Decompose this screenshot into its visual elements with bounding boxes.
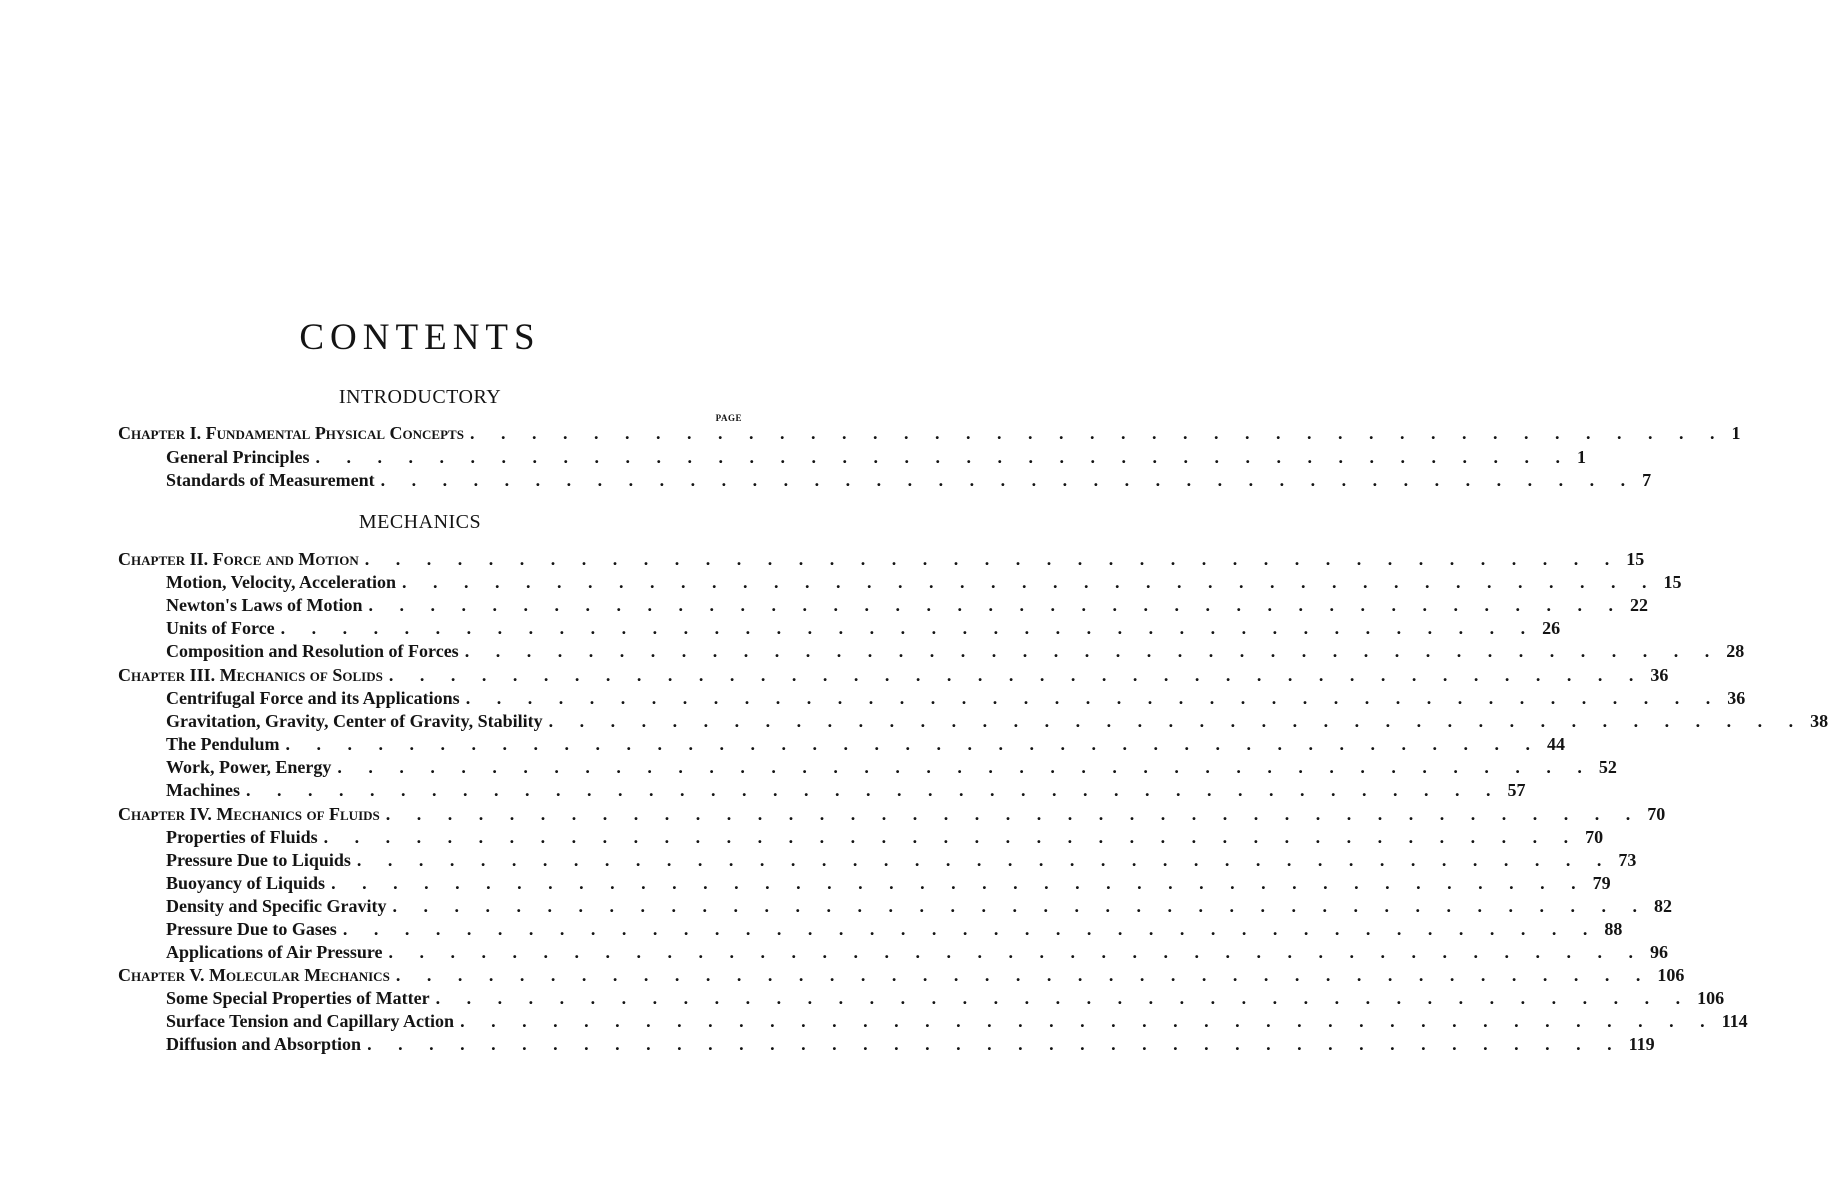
toc-entry-label: Centrifugal Force and its Applications [166,688,460,708]
dot-leader: . . . . . . . . . . . . . . . . . . . . . . . . . . . . . . . . . . . . . . . . . [465,688,1722,708]
dot-leader: . . . . . . . . . . . . . . . . . . . . . . . . . . . . . . . . . . . . . . . . . [364,549,1621,569]
toc-entry-label: Pressure Due to Liquids [166,850,351,870]
toc-page-number: 106 [1657,965,1685,985]
dot-leader: . . . . . . . . . . . . . . . . . . . . . . . . . . . . . . . . . . . . . . . . . [460,1011,1716,1031]
dot-leader: . . . . . . . . . . . . . . . . . . . . . . . . . . . . . . . . . . . . . . . . . [280,618,1537,638]
toc-entry-row [166,709,1828,733]
page-title: CONTENTS [299,317,541,358]
dot-leader: . . . . . . . . . . . . . . . . . . . . . . . . . . . . . . . . . . . . . . . . . [315,447,1571,467]
toc-chapter-label: Chapter III. Mechanics of Solids [118,665,383,685]
toc-entry-label: General Principles [166,447,310,467]
toc-chapter-label: Chapter I. Fundamental Physical Concepts [118,423,464,443]
toc-entry-row [166,1009,1748,1033]
toc-entry-row [166,894,1672,918]
toc-page-number: 1 [1731,423,1741,443]
section-heading-introductory: INTRODUCTORY [338,386,502,408]
dot-leader: . . . . . . . . . . . . . . . . . . . . . . . . . . . . . . . . . . . . . . . . . [385,804,1642,824]
toc-page-number: 96 [1650,942,1669,962]
toc-entry-row [166,825,1604,849]
toc-entry-row [166,639,1745,663]
toc-page-number: 7 [1642,470,1652,490]
toc-entry-row [166,445,1586,469]
toc-entry-label: Work, Power, Energy [166,757,332,777]
toc-page-number: 1 [1576,447,1586,467]
toc-chapter-label: Chapter IV. Mechanics of Fluids [118,804,380,824]
toc-page-number: 114 [1721,1011,1748,1031]
toc-entry-row [166,940,1669,964]
toc-entry-label: Gravitation, Gravity, Center of Gravity, Stability [166,711,543,731]
toc-page-number: 15 [1663,572,1682,592]
toc-entry-label: Properties of Fluids [166,827,318,847]
toc-entry-row [166,778,1526,802]
toc-entry-label: Diffusion and Absorption [166,1034,362,1054]
toc-entry-row [166,917,1623,941]
toc-entry-row [166,1032,1655,1056]
toc-chapter-label: Chapter V. Molecular Mechanics [118,965,390,985]
toc-chapter-row [118,963,1685,987]
dot-leader: . . . . . . . . . . . . . . . . . . . . . . . . . . . . . . . . . . . . . . . . . [380,470,1637,490]
toc-entry-label: Pressure Due to Gases [166,919,337,939]
dot-leader: . . . . . . . . . . . . . . . . . . . . . . . . . . . . . . . . . . . . . . . . . [356,850,1613,870]
toc-entry-label: Newton's Laws of Motion [166,595,363,615]
toc-page-number: 119 [1628,1034,1655,1054]
toc-chapter-row [118,663,1669,687]
toc-chapter-row [118,547,1645,571]
toc-page-number: 106 [1697,988,1725,1008]
toc-entry-row [166,593,1648,617]
toc-entry-label: Units of Force [166,618,275,638]
dot-leader: . . . . . . . . . . . . . . . . . . . . . . . . . . . . . . . . . . . . . . . . . [392,896,1648,916]
toc-entry-label: The Pendulum [166,734,280,754]
toc-page-number: 44 [1547,734,1566,754]
toc-entry-label: Buoyancy of Liquids [166,873,326,893]
toc-entry-label: Density and Specific Gravity [166,896,387,916]
toc-page-number: 82 [1654,896,1672,916]
toc-entry-row [166,755,1617,779]
dot-leader: . . . . . . . . . . . . . . . . . . . . . . . . . . . . . . . . . . . . . . . . . [388,665,1645,685]
toc-page-number: 70 [1585,827,1604,847]
dot-leader: . . . . . . . . . . . . . . . . . . . . . . . . . . . . . . . . . . . . . . . . . [395,965,1652,985]
toc-page-number: 36 [1727,688,1746,708]
dot-leader: . . . . . . . . . . . . . . . . . . . . . . . . . . . . . . . . . . . . . . . . . [464,641,1721,661]
dot-leader: . . . . . . . . . . . . . . . . . . . . . . . . . . . . . . . . . . . . . . . . . [368,595,1624,615]
toc-entry-row [166,686,1746,710]
toc-page-number: 73 [1618,850,1637,870]
toc-entry-label: Applications of Air Pressure [166,942,383,962]
dot-leader: . . . . . . . . . . . . . . . . . . . . . . . . . . . . . . . . . . . . . . . . . [469,423,1726,443]
toc-page-number: 57 [1507,780,1526,800]
toc-entry-row [166,848,1637,872]
dot-leader: . . . . . . . . . . . . . . . . . . . . . . . . . . . . . . . . . . . . . . . . . [548,711,1805,731]
toc-entry-row [166,468,1652,492]
toc-page-number: 52 [1598,757,1617,777]
toc-chapter-row [118,421,1741,445]
toc-page-number: 70 [1647,804,1666,824]
toc-page-number: 15 [1626,549,1645,569]
toc-page-number: 36 [1650,665,1669,685]
toc-entry-row [166,986,1725,1010]
dot-leader: . . . . . . . . . . . . . . . . . . . . . . . . . . . . . . . . . . . . . . . . . [435,988,1692,1008]
toc-chapter-label: Chapter II. Force and Motion [118,549,359,569]
toc-page-number: 28 [1726,641,1745,661]
toc-entry-row [166,732,1566,756]
toc-entry-row [166,570,1682,594]
toc-entry-label: Surface Tension and Capillary Action [166,1011,455,1031]
dot-leader: . . . . . . . . . . . . . . . . . . . . . . . . . . . . . . . . . . . . . . . . . [246,780,1502,800]
section-heading-mechanics: MECHANICS [358,511,482,533]
toc-entry-label: Some Special Properties of Matter [166,988,430,1008]
dot-leader: . . . . . . . . . . . . . . . . . . . . . . . . . . . . . . . . . . . . . . . . . [401,572,1658,592]
toc-page-number: 26 [1542,618,1561,638]
toc-page-number: 88 [1604,919,1623,939]
dot-leader: . . . . . . . . . . . . . . . . . . . . . . . . . . . . . . . . . . . . . . . . . [323,827,1580,847]
dot-leader: . . . . . . . . . . . . . . . . . . . . . . . . . . . . . . . . . . . . . . . . . [367,1034,1623,1054]
toc-page-number: 38 [1810,711,1828,731]
dot-leader: . . . . . . . . . . . . . . . . . . . . . . . . . . . . . . . . . . . . . . . . . [337,757,1593,777]
dot-leader: . . . . . . . . . . . . . . . . . . . . . . . . . . . . . . . . . . . . . . . . . [285,734,1542,754]
toc-entry-label: Motion, Velocity, Acceleration [166,572,396,592]
toc-entry-row [166,616,1561,640]
toc-page-number: 79 [1592,873,1611,893]
toc-entry-label: Standards of Measurement [166,470,375,490]
toc-chapter-row [118,802,1666,826]
page-column-header: PAGE [715,413,742,423]
toc-page-number: 22 [1630,595,1648,615]
dot-leader: . . . . . . . . . . . . . . . . . . . . . . . . . . . . . . . . . . . . . . . . . [388,942,1645,962]
dot-leader: . . . . . . . . . . . . . . . . . . . . . . . . . . . . . . . . . . . . . . . . . [331,873,1587,893]
toc-entry-row [166,871,1611,895]
dot-leader: . . . . . . . . . . . . . . . . . . . . . . . . . . . . . . . . . . . . . . . . . [342,919,1599,939]
toc-entry-label: Composition and Resolution of Forces [166,641,459,661]
toc-entry-label: Machines [166,780,240,800]
